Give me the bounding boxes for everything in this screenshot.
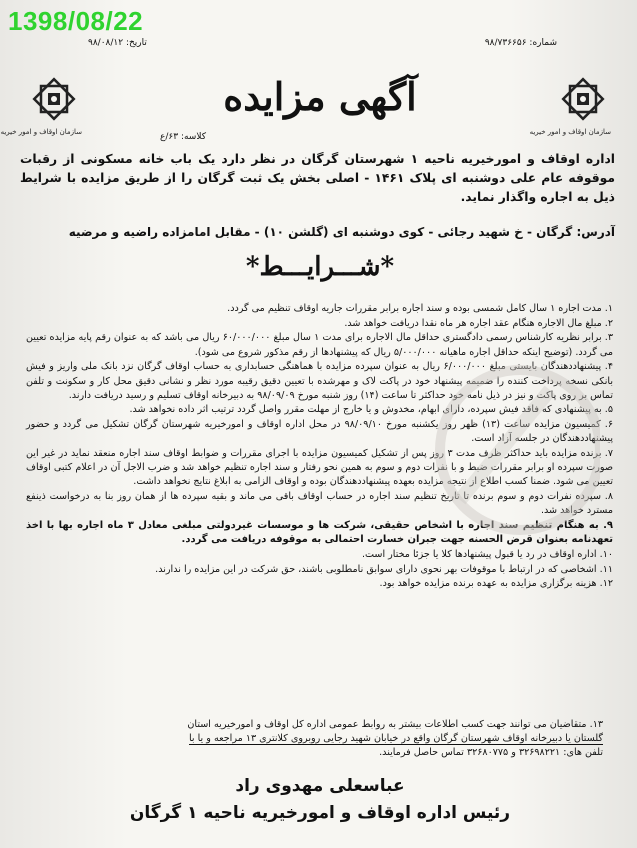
letter-date: تاریخ: ۹۸/۰۸/۱۲ [88, 38, 147, 48]
condition-item: ۸. سپرده نفرات دوم و سوم برنده تا تاریخ تنظیم سند اجاره در حساب اوقاف باقی می ماند و بقیه سپرده ها از همان روز بنا به درخواست ذینفع مسترد خواهد شد. [26, 491, 613, 517]
condition-item-emphasis: ۹. به هنگام تنظیم سند اجاره با اشخاص حقیقی، شرکت ها و موسسات غیردولتی مبلغی معادل ۳ ماه اجاره بها با اخذ تعهدنامه بعنوان قرض الحسنه جهت جبران خسارت احتمالی به موقوفه دریافت می گردد. [26, 520, 613, 546]
contact-line-1: ۱۳. متقاضیان می توانند جهت کسب اطلاعات بیشتر به روابط عمومی اداره کل اوقاف و امورخیریه استان [187, 719, 603, 730]
conditions-heading: *شـــرایـــط* [245, 252, 395, 282]
contact-line-3: تلفن های: ۳۲۶۹۸۲۲۱ و ۳۲۶۸۰۷۷۵ تماس حاصل فرمایند. [379, 747, 603, 758]
address-line: آدرس: گرگان - خ شهید رجائی - کوی دوشنبه ای (گلشن ۱۰) - مقابل امامزاده راضیه و مرضیه [68, 225, 615, 239]
condition-item: ۲. مبلغ مال الاجاره هنگام عقد اجاره هر ماه نقدا دریافت خواهد شد. [344, 317, 613, 329]
contact-line-2: گلستان یا دبیرخانه اوقاف شهرستان گرگان واقع در خیابان شهید رجایی روبروی کلانتری ۱۳ مراجعه و یا با [188, 733, 603, 744]
condition-item: ۷. برنده مزایده باید حداکثر ظرف مدت ۳ روز پس از تشکیل کمیسیون مزایده با اجرای مقررات و ضوابط اوقاف سند اجاره منعقد نماید در غیر این صورت سپرده او برابر مقررات ضبط و با نفرات دوم و سوم به همین نحو رفتار و سند اجاره تنظیم خواهد شد و ضرب الاجل آن در اعلام کتبی اوقاف تعیین می شود. ضمنا کسب اطلاع از نتیجه مزایده بعهده پیشنهاددهندگان بوده و اوقاف الزامی به ابلاغ نتایج نخواهد داشت. [26, 448, 613, 488]
condition-item: ۵. به پیشنهادی که فاقد فیش سپرده، دارای ابهام، مخدوش و یا خارج از مهلت مقرر واصل گردد ترتیب اثر داده نخواهد شد. [129, 404, 613, 416]
intro-paragraph: اداره اوقاف و امورخیریه ناحیه ۱ شهرستان گرگان در نظر دارد یک باب خانه مسکونی از رقبات موقوفه عام علی دوشنبه ای پلاک ۱۴۶۱ - اصلی بخش یک ثبت گرگان را از طریق مزایده با شرایط ذیل به اجاره واگذار نماید. [20, 152, 615, 204]
condition-item: ۱۲. هزینه برگزاری مزایده به عهده برنده مزایده خواهد بود. [379, 578, 613, 590]
condition-item: ۴. پیشنهاددهندگان بایستی مبلغ ۶/۰۰۰/۰۰۰ ریال به عنوان سپرده مزایده با هماهنگی حسابداری به حساب اوقاف گرگان نزد بانک ملی واریز و فیش بانکی نسخه پرداخت کننده را ضمیمه پیشنهاد خود در پاکت لاک و مهرشده با تعیین دقیق رقیبه مورد نظر و نشانی دقیق محل کار و سکونت و تلفن تماس بر روی پاکت و نیز در ذیل نامه خود حداکثر تا ساعت (۱۴) روز شنبه مورخ ۹۸/۰۹/۰۹ به دبیرخانه اوقاف تسلیم و رسید دریافت دارند. [26, 361, 613, 401]
letter-number: شماره: ۹۸/۷۳۶۶۵۶ [484, 38, 557, 48]
conditions-list [26, 302, 613, 592]
org-logo-left [0, 76, 82, 136]
awqaf-emblem-icon [31, 76, 77, 122]
contact-info [26, 718, 603, 760]
condition-item: ۶. کمیسیون مزایده ساعت (۱۳) ظهر روز یکشنبه مورخ ۹۸/۰۹/۱۰ در محل اداره اوقاف و امورخیریه شهرستان گرگان تشکیل می گردد و حضور پیشنهاددهندگان در جلسه آزاد است. [26, 419, 613, 445]
condition-item: ۱۱. اشخاصی که در ارتباط با موقوفات بهر نحوی دارای سوابق نامطلوبی باشند، حق شرکت در این مزایده را ندارند. [155, 563, 613, 575]
condition-item: ۳. برابر نظریه کارشناس رسمی دادگستری حداقل مال الاجاره برای مدت ۱ سال مبلغ ۶۰/۰۰۰/۰۰۰ ریال می باشد که به عنوان رقم پایه مزایده تعیین می گردد. (توضیح اینکه حداقل اجاره ماهیانه ۵/۰۰۰/۰۰۰ ریال که پیشنهادها از رقم مذکور شروع می شود). [26, 332, 613, 358]
org-caption-left: سازمان اوقاف و امور خیریه [0, 128, 82, 136]
awqaf-emblem-icon [560, 76, 606, 122]
class-number: کلاسه: ۶۳/ع [160, 132, 206, 142]
org-caption-right: سازمان اوقاف و امور خیریه [529, 128, 611, 136]
date-stamp: 1398/08/22 [8, 6, 144, 36]
signatory-position: رئیس اداره اوقاف و امورخیریه ناحیه ۱ گرگان [129, 803, 511, 823]
signatory-name: عباسعلی مهدوی راد [235, 776, 405, 796]
page-title: آگهی مزایده [223, 74, 417, 119]
condition-item: ۱. مدت اجاره ۱ سال کامل شمسی بوده و سند اجاره برابر مقررات جاریه اوقاف تنظیم می گردد. [227, 303, 613, 314]
condition-item: ۱۰. اداره اوقاف در رد یا قبول پیشنهادها کلا یا جزئا مختار است. [361, 548, 613, 560]
org-logo-right [529, 76, 611, 136]
